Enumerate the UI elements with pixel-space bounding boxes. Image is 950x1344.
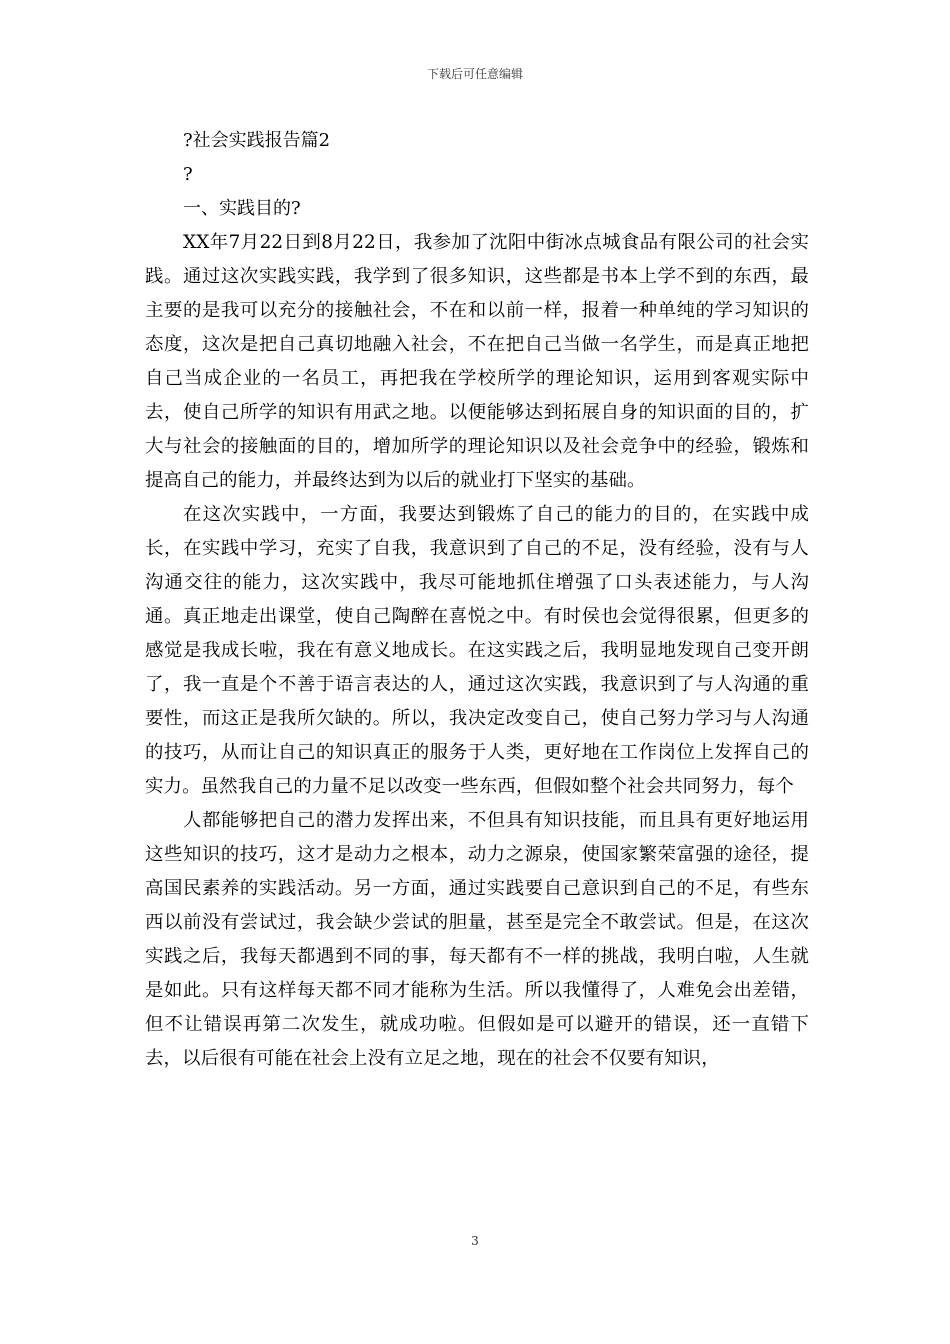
- paragraph-2: 在这次实践中，一方面，我要达到锻炼了自己的能力的目的，在实践中成长，在实践中学习，充实了自我，我意识到了自己的不足，没有经验，没有与人沟通交往的能力，这次实践中，我尽可能地抓住增强了口头表述能力，与人沟通。真正地走出课堂，使自己陶醉在喜悦之中。有时侯也会觉得很累，但更多的感觉是我成长啦，我在有意义地成长。在这实践之后，我明显地发现自己变开朗了，我一直是个不善于语言表达的人，通过这次实践，我意识到了与人沟通的重要性，而这正是我所欠缺的。所以，我决定改变自己，使自己努力学习与人沟通的技巧，从而让自己的知识真正的服务于人类，更好地在工作岗位上发挥自己的实力。虽然我自己的力量不足以改变一些东西，但假如整个社会共同努力，每个: [145, 504, 809, 797]
- paragraph-3: 人都能够把自己的潜力发挥出来，不但具有知识技能，而且具有更好地运用这些知识的技巧，这才是动力之根本，动力之源泉，使国家繁荣富强的途径，提高国民素养的实践活动。另一方面，通过实践要自己意识到自己的不足，有些东西以前没有尝试过，我会缺少尝试的胆量，甚至是完全不敢尝试。但是，在这次实践之后，我每天都遇到不同的事，每天都有不一样的挑战，我明白啦，人生就是如此。只有这样每天都不同才能称为生活。所以我懂得了，人难免会出差错，但不让错误再第二次发生，就成功啦。但假如是可以避开的错误，还一直错下去，以后很有可能在社会上没有立足之地，现在的社会不仅要有知识，: [145, 810, 809, 1069]
- paragraph-1: XX年7月22日到8月22日，我参加了沈阳中街冰点城食品有限公司的社会实践。通过这次实践实践，我学到了很多知识，这些都是书本上学不到的东西，最主要的是我可以充分的接触社会，不在和以前一样，报着一种单纯的学习知识的态度，这次是把自己真切地融入社会，不在把自己当做一名学生，而是真正地把自己当成企业的一名员工，再把我在学校所学的理论知识，运用到客观实际中去，使自己所学的知识有用武之地。以便能够达到拓展自身的知识面的目的，扩大与社会的接触面的目的，增加所学的理论知识以及社会竞争中的经验，锻炼和提高自己的能力，并最终达到为以后的就业打下坚实的基础。: [145, 232, 809, 491]
- document-body: [145, 124, 809, 1076]
- blank-placeholder-line: ?: [183, 164, 193, 185]
- page-header: 下载后可任意编辑: [426, 67, 523, 81]
- report-title-line: ?社会实践报告篇2: [183, 130, 331, 151]
- section-heading: 一、实践目的?: [183, 198, 301, 219]
- page-number: 3: [471, 1234, 479, 1248]
